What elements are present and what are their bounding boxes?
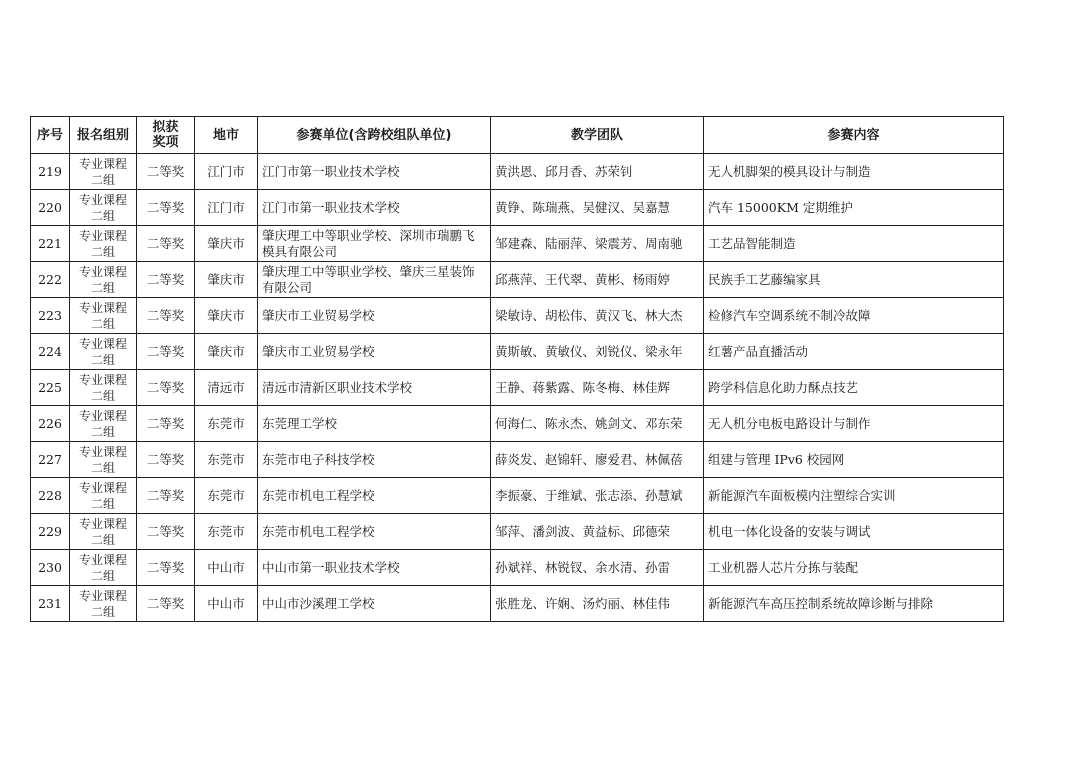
cell-award [137, 226, 195, 262]
cell-team-text: 黄斯敏、黄敏仪、刘锐仪、梁永年 [495, 343, 683, 359]
cell-award-text: 二等奖 [146, 307, 185, 323]
header-content: 参赛内容 [704, 117, 1004, 154]
cell-group [70, 298, 137, 334]
cell-team [491, 190, 704, 226]
header-team: 教学团队 [491, 117, 704, 154]
cell-city-text: 江门市 [207, 199, 245, 215]
cell-team-text: 邹萍、潘剑波、黄益标、邱德荣 [495, 523, 671, 539]
cell-group [70, 262, 137, 298]
cell-unit [258, 406, 491, 442]
cell-serial-number-text: 223 [38, 307, 62, 323]
cell-award [137, 298, 195, 334]
cell-award [137, 262, 195, 298]
cell-group [70, 514, 137, 550]
cell-group [70, 334, 137, 370]
cell-content-text: 民族手工艺藤编家具 [708, 271, 821, 287]
cell-team-text: 张胜龙、许娴、汤灼丽、林佳伟 [495, 595, 671, 611]
cell-group [70, 154, 137, 190]
cell-team-text: 王静、蒋紫露、陈冬梅、林佳辉 [495, 379, 671, 395]
cell-serial-number [31, 442, 70, 478]
cell-content [704, 442, 1004, 478]
cell-serial-number-text: 230 [38, 559, 62, 575]
cell-content-text: 新能源汽车面板模内注塑综合实训 [708, 487, 896, 503]
cell-unit [258, 514, 491, 550]
cell-city-text: 东莞市 [207, 451, 245, 467]
cell-serial-number-text: 224 [38, 343, 62, 359]
cell-team-text: 邱燕萍、王代翠、黄彬、杨雨婷 [495, 271, 671, 287]
cell-award-text: 二等奖 [146, 523, 185, 539]
cell-unit-text: 肇庆市工业贸易学校 [262, 307, 375, 323]
cell-content [704, 226, 1004, 262]
table-row [31, 406, 1004, 442]
cell-city-text: 中山市 [207, 595, 245, 611]
cell-unit [258, 550, 491, 586]
cell-unit [258, 226, 491, 262]
table-body [31, 154, 1004, 622]
cell-team-text: 黄铮、陈瑞燕、吴健汉、吴嘉慧 [495, 199, 671, 215]
cell-award-text: 二等奖 [146, 451, 185, 467]
cell-team [491, 334, 704, 370]
cell-serial-number [31, 262, 70, 298]
cell-award [137, 514, 195, 550]
cell-content [704, 586, 1004, 622]
cell-group-text: 专业课程 二组 [78, 300, 127, 331]
cell-award-text: 二等奖 [146, 271, 185, 287]
cell-group-text: 专业课程 二组 [78, 372, 127, 403]
cell-city [195, 262, 258, 298]
cell-city [195, 442, 258, 478]
cell-serial-number-text: 225 [38, 379, 62, 395]
cell-award [137, 406, 195, 442]
cell-serial-number [31, 226, 70, 262]
table-row [31, 442, 1004, 478]
table-row [31, 586, 1004, 622]
cell-serial-number [31, 334, 70, 370]
cell-content-text: 组建与管理 IPv6 校园网 [708, 451, 845, 467]
cell-unit-text: 中山市沙溪理工学校 [262, 595, 375, 611]
cell-city [195, 478, 258, 514]
table-row [31, 298, 1004, 334]
cell-city [195, 514, 258, 550]
cell-serial-number-text: 231 [38, 595, 62, 611]
cell-unit-text: 东莞市机电工程学校 [262, 487, 375, 503]
table-row [31, 226, 1004, 262]
cell-team-text: 薛炎发、赵锦轩、廖爱君、林佩蓓 [495, 451, 683, 467]
cell-serial-number [31, 514, 70, 550]
cell-content-text: 跨学科信息化助力酥点技艺 [708, 379, 859, 395]
table-row [31, 370, 1004, 406]
cell-team-text: 孙斌祥、林锐钗、余水清、孙雷 [495, 559, 671, 575]
cell-serial-number [31, 586, 70, 622]
cell-content [704, 334, 1004, 370]
cell-award-text: 二等奖 [146, 199, 185, 215]
cell-serial-number [31, 370, 70, 406]
cell-content-text: 无人机分电板电路设计与制作 [708, 415, 871, 431]
cell-team [491, 262, 704, 298]
cell-award-text: 二等奖 [146, 559, 185, 575]
cell-serial-number [31, 550, 70, 586]
cell-team [491, 226, 704, 262]
cell-serial-number-text: 228 [38, 487, 62, 503]
cell-award [137, 550, 195, 586]
cell-award-text: 二等奖 [146, 343, 185, 359]
cell-unit-text: 东莞市机电工程学校 [262, 523, 375, 539]
cell-award [137, 190, 195, 226]
cell-content-text: 机电一体化设备的安装与调试 [708, 523, 871, 539]
cell-unit [258, 154, 491, 190]
cell-group-text: 专业课程 二组 [78, 264, 127, 295]
cell-team-text: 梁敏诗、胡松伟、黄汉飞、林大杰 [495, 307, 683, 323]
cell-unit [258, 442, 491, 478]
cell-unit-text: 肇庆理工中等职业学校、深圳市瑞鹏飞 模具有限公司 [262, 227, 475, 259]
cell-group [70, 406, 137, 442]
cell-team-text: 邹建森、陆丽萍、梁震芳、周南驰 [495, 235, 683, 251]
cell-serial-number-text: 220 [38, 199, 62, 215]
cell-unit-text: 肇庆市工业贸易学校 [262, 343, 375, 359]
cell-unit [258, 334, 491, 370]
cell-city-text: 东莞市 [207, 523, 245, 539]
cell-award-text: 二等奖 [146, 595, 185, 611]
cell-content-text: 汽车 15000KM 定期维护 [708, 199, 853, 215]
table-header [31, 117, 1004, 154]
cell-team-text: 何海仁、陈永杰、姚剑文、邓东荣 [495, 415, 683, 431]
cell-award [137, 586, 195, 622]
cell-unit [258, 262, 491, 298]
cell-content [704, 550, 1004, 586]
cell-city-text: 东莞市 [207, 415, 245, 431]
cell-city [195, 190, 258, 226]
cell-unit-text: 江门市第一职业技术学校 [262, 199, 400, 215]
cell-group-text: 专业课程 二组 [78, 444, 127, 475]
header-group: 报名组别 [70, 117, 137, 154]
cell-group-text: 专业课程 二组 [78, 588, 127, 619]
cell-unit [258, 298, 491, 334]
cell-group-text: 专业课程 二组 [78, 408, 127, 439]
cell-award-text: 二等奖 [146, 235, 185, 251]
cell-team [491, 586, 704, 622]
cell-unit [258, 478, 491, 514]
cell-team [491, 370, 704, 406]
header-no: 序号 [31, 117, 70, 154]
cell-award-text: 二等奖 [146, 487, 185, 503]
cell-content [704, 154, 1004, 190]
table-row [31, 550, 1004, 586]
cell-content [704, 514, 1004, 550]
cell-unit-text: 清远市清新区职业技术学校 [262, 379, 413, 395]
cell-award [137, 334, 195, 370]
cell-unit [258, 190, 491, 226]
cell-content [704, 370, 1004, 406]
cell-content [704, 298, 1004, 334]
cell-group-text: 专业课程 二组 [78, 228, 127, 259]
cell-group [70, 550, 137, 586]
cell-team-text: 李振豪、于维斌、张志添、孙慧斌 [495, 487, 683, 503]
cell-city [195, 550, 258, 586]
cell-group-text: 专业课程 二组 [78, 552, 127, 583]
cell-award [137, 478, 195, 514]
header-row [31, 117, 1004, 154]
cell-group-text: 专业课程 二组 [78, 156, 127, 187]
cell-serial-number [31, 154, 70, 190]
cell-unit [258, 370, 491, 406]
cell-award-text: 二等奖 [146, 163, 185, 179]
cell-unit-text: 中山市第一职业技术学校 [262, 559, 400, 575]
cell-award [137, 442, 195, 478]
cell-serial-number-text: 226 [38, 415, 62, 431]
cell-serial-number [31, 298, 70, 334]
cell-award-text: 二等奖 [146, 415, 185, 431]
cell-unit-text: 肇庆理工中等职业学校、肇庆三星装饰 有限公司 [262, 263, 475, 295]
cell-group [70, 478, 137, 514]
cell-content-text: 检修汽车空调系统不制冷故障 [708, 307, 871, 323]
table-row [31, 262, 1004, 298]
cell-serial-number-text: 227 [38, 451, 62, 467]
table-row [31, 334, 1004, 370]
table-row [31, 478, 1004, 514]
cell-city-text: 清远市 [207, 379, 245, 395]
cell-serial-number [31, 190, 70, 226]
cell-group-text: 专业课程 二组 [78, 480, 127, 511]
cell-content-text: 工业机器人芯片分拣与装配 [708, 559, 859, 575]
table-row [31, 154, 1004, 190]
cell-content [704, 478, 1004, 514]
cell-serial-number [31, 478, 70, 514]
cell-content [704, 262, 1004, 298]
cell-award-text: 二等奖 [146, 379, 185, 395]
cell-team [491, 550, 704, 586]
cell-city-text: 江门市 [207, 163, 245, 179]
table-row [31, 514, 1004, 550]
header-unit: 参赛单位(含跨校组队单位) [258, 117, 491, 154]
table-row [31, 190, 1004, 226]
cell-group-text: 专业课程 二组 [78, 336, 127, 367]
cell-unit [258, 586, 491, 622]
cell-group [70, 586, 137, 622]
cell-unit-text: 江门市第一职业技术学校 [262, 163, 400, 179]
cell-city-text: 中山市 [207, 559, 245, 575]
cell-city [195, 334, 258, 370]
cell-team [491, 298, 704, 334]
cell-city [195, 406, 258, 442]
cell-content [704, 190, 1004, 226]
cell-serial-number-text: 221 [38, 235, 62, 251]
cell-serial-number-text: 222 [38, 271, 62, 287]
cell-team [491, 478, 704, 514]
cell-team [491, 514, 704, 550]
cell-team [491, 154, 704, 190]
cell-city-text: 肇庆市 [207, 343, 245, 359]
cell-city [195, 154, 258, 190]
cell-group [70, 190, 137, 226]
cell-serial-number-text: 219 [38, 163, 62, 179]
cell-content-text: 工艺品智能制造 [708, 235, 796, 251]
cell-group [70, 226, 137, 262]
cell-city-text: 肇庆市 [207, 307, 245, 323]
cell-city [195, 298, 258, 334]
cell-content-text: 红薯产品直播活动 [708, 343, 809, 359]
cell-serial-number [31, 406, 70, 442]
cell-team [491, 442, 704, 478]
cell-city-text: 肇庆市 [207, 271, 245, 287]
cell-city-text: 肇庆市 [207, 235, 245, 251]
cell-city-text: 东莞市 [207, 487, 245, 503]
cell-group-text: 专业课程 二组 [78, 192, 127, 223]
cell-award [137, 154, 195, 190]
cell-city [195, 370, 258, 406]
cell-unit-text: 东莞市电子科技学校 [262, 451, 375, 467]
header-city: 地市 [195, 117, 258, 154]
cell-unit-text: 东莞理工学校 [262, 415, 338, 431]
cell-team [491, 406, 704, 442]
cell-group [70, 370, 137, 406]
cell-group [70, 442, 137, 478]
cell-serial-number-text: 229 [38, 523, 62, 539]
cell-content-text: 无人机脚架的模具设计与制造 [708, 163, 871, 179]
cell-city [195, 226, 258, 262]
awards-table [30, 116, 1004, 622]
header-award: 拟获 奖项 [137, 117, 195, 154]
cell-content-text: 新能源汽车高压控制系统故障诊断与排除 [708, 595, 934, 611]
cell-award [137, 370, 195, 406]
cell-group-text: 专业课程 二组 [78, 516, 127, 547]
cell-team-text: 黄洪恩、邱月香、苏荣钊 [495, 163, 633, 179]
cell-content [704, 406, 1004, 442]
cell-city [195, 586, 258, 622]
